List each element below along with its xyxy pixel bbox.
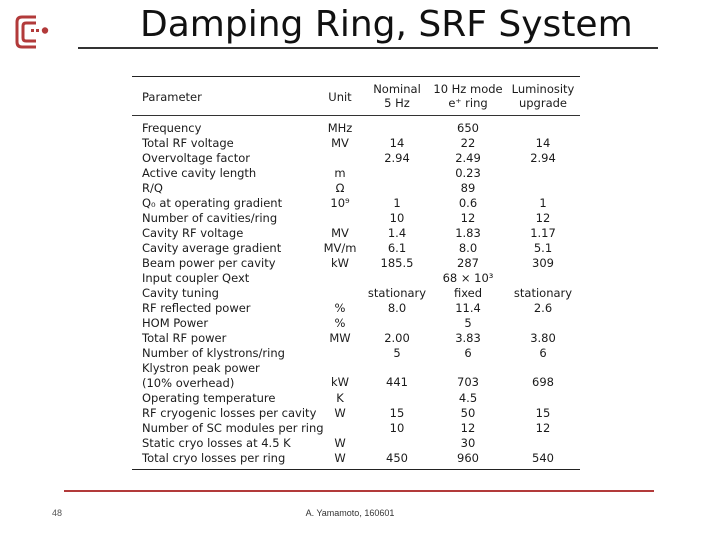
lumi-cell: 698 [532,375,554,389]
footer-author: A. Yamamoto, 160601 [305,508,395,518]
10hz-cell: 960 [457,451,479,465]
param-cell: Number of klystrons/ring [142,346,285,360]
10hz-cell: 0.23 [455,166,481,180]
table-row [132,256,580,271]
10hz-cell: 5 [464,316,472,330]
unit-cell: % [334,301,346,315]
param-cell: Number of cavities/ring [142,211,278,225]
param-cell: Static cryo losses at 4.5 K [142,436,291,450]
header-10hz-mode [428,82,508,110]
nominal-cell: 6.1 [387,241,407,255]
unit-cell: m [334,166,346,180]
nominal-cell: 2.94 [384,151,410,165]
header-lumi-line2: upgrade [518,96,568,110]
unit-cell: % [334,316,346,330]
institution-logo-icon [14,14,54,50]
10hz-cell: 703 [457,375,479,389]
10hz-cell: 287 [457,256,479,270]
unit-cell: MW [329,331,351,345]
srf-parameter-table [132,76,580,470]
10hz-cell: 12 [460,211,476,225]
table-row [132,391,580,406]
10hz-cell: 6 [464,346,472,360]
lumi-cell: 6 [539,346,547,360]
table-row [132,136,580,151]
unit-cell: Ω [335,181,345,195]
table-row [132,346,580,361]
table-row [132,196,580,211]
param-cell: Overvoltage factor [142,151,250,165]
table-row [132,316,580,331]
page-number: 48 [52,508,63,518]
table-row [132,286,580,301]
10hz-cell: 50 [460,406,476,420]
footer-rule [64,490,654,492]
param-cell: RF reflected power [142,301,251,315]
param-cell: Active cavity length [142,166,257,180]
param-line2: (10% overhead) [142,376,235,390]
header-10hz-line2: e⁺ ring [448,96,488,110]
param-line1: Klystron peak power [142,361,260,375]
param-cell: Q₀ at operating gradient [142,196,283,210]
param-cell: R/Q [142,181,163,195]
nominal-cell: 1 [393,196,401,210]
header-lumi-line1: Luminosity [511,82,575,96]
table-header [132,77,580,116]
10hz-cell: 11.4 [455,301,481,315]
table-row [132,181,580,196]
unit-cell: K [336,391,344,405]
10hz-cell: 650 [457,121,479,135]
param-cell: Total cryo losses per ring [142,451,286,465]
unit-cell: kW [330,375,350,389]
table-row [132,436,580,451]
unit-cell: kW [330,256,350,270]
header-10hz-line1: 10 Hz mode [433,82,503,96]
param-cell: RF cryogenic losses per cavity [142,406,317,420]
param-cell: Cavity average gradient [142,241,282,255]
unit-cell: 10⁹ [330,196,350,210]
lumi-cell: 14 [535,136,551,150]
header-nominal-line1: Nominal [373,82,421,96]
header-parameter: Parameter [142,90,202,104]
10hz-cell: 22 [460,136,476,150]
table-row [132,421,580,436]
lumi-cell: 12 [535,211,551,225]
header-nominal-line2: 5 Hz [384,96,410,110]
lumi-cell: 15 [535,406,551,420]
nominal-cell: 14 [389,136,405,150]
header-unit: Unit [328,90,352,104]
lumi-cell: 1.17 [530,226,556,240]
10hz-cell: 68 × 10³ [442,271,494,285]
10hz-cell: 89 [460,181,476,195]
nominal-cell: 8.0 [387,301,407,315]
lumi-cell: 3.80 [530,331,556,345]
table-row [132,301,580,316]
table-row [132,271,580,286]
10hz-cell: fixed [453,286,483,300]
table-row [132,451,580,466]
header-nominal [362,82,432,110]
nominal-cell: 441 [386,375,408,389]
lumi-cell: 540 [532,451,554,465]
table-row [132,331,580,346]
slide-title: Damping Ring, SRF System [140,4,633,45]
table-row [132,406,580,421]
10hz-cell: 30 [460,436,476,450]
unit-cell: W [334,451,346,465]
param-cell: Frequency [142,121,202,135]
unit-cell: W [334,436,346,450]
header-luminosity-upgrade [506,82,580,110]
param-cell: Beam power per cavity [142,256,276,270]
unit-cell: MV [331,226,349,240]
param-cell: Cavity tuning [142,286,219,300]
10hz-cell: 12 [460,421,476,435]
table-row [132,241,580,256]
param-cell: Cavity RF voltage [142,226,244,240]
param-cell: Input coupler Qext [142,271,250,285]
param-cell: Total RF voltage [142,136,234,150]
lumi-cell: 5.1 [533,241,553,255]
nominal-cell: stationary [367,286,427,300]
10hz-cell: 3.83 [455,331,481,345]
nominal-cell: 185.5 [380,256,414,270]
param-cell: Total RF power [142,331,227,345]
lumi-cell: stationary [513,286,573,300]
nominal-cell: 450 [386,451,408,465]
table-row [132,166,580,181]
10hz-cell: 0.6 [458,196,478,210]
lumi-cell: 2.6 [533,301,553,315]
nominal-cell: 5 [393,346,401,360]
10hz-cell: 2.49 [455,151,481,165]
lumi-cell: 1 [539,196,547,210]
title-underline [78,47,658,49]
unit-cell: MV/m [323,241,357,255]
table-row [132,151,580,166]
unit-cell: MV [331,136,349,150]
nominal-cell: 15 [389,406,405,420]
param-cell [142,361,322,391]
table-row [132,121,580,136]
param-cell: Number of SC modules per ring [142,421,324,435]
10hz-cell: 8.0 [458,241,478,255]
nominal-cell: 1.4 [387,226,407,240]
nominal-cell: 10 [389,421,405,435]
nominal-cell: 2.00 [384,331,410,345]
lumi-cell: 309 [532,256,554,270]
table-row-klystron-peak-power [132,361,580,391]
param-cell: HOM Power [142,316,209,330]
lumi-cell: 12 [535,421,551,435]
10hz-cell: 4.5 [458,391,478,405]
table-row [132,211,580,226]
unit-cell: MHz [327,121,353,135]
param-cell: Operating temperature [142,391,276,405]
unit-cell: W [334,406,346,420]
lumi-cell: 2.94 [530,151,556,165]
10hz-cell: 1.83 [455,226,481,240]
table-body [132,121,580,466]
nominal-cell: 10 [389,211,405,225]
table-row [132,226,580,241]
